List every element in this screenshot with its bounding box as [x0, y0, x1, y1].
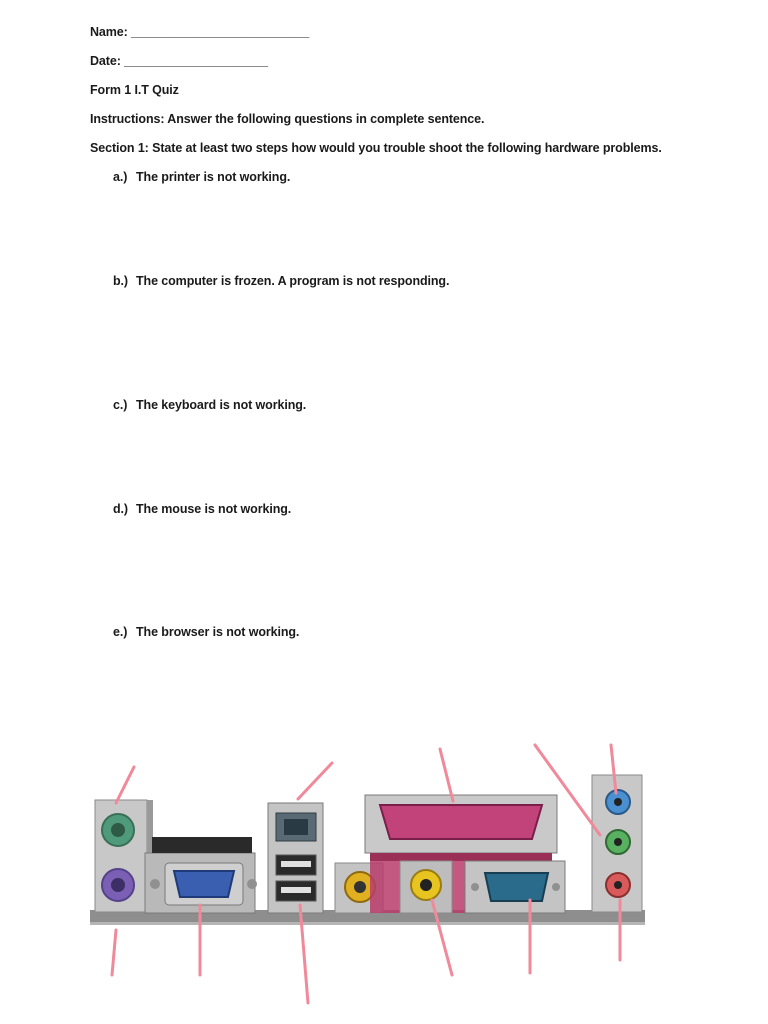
section-heading: Section 1: State at least two steps how would you trouble shoot the following hardware problems.	[90, 141, 662, 155]
question-c	[113, 398, 306, 412]
question-d	[113, 502, 291, 516]
date-line	[90, 54, 268, 68]
question-a	[113, 170, 290, 184]
question-text: The browser is not working.	[136, 625, 300, 639]
question-text: The mouse is not working.	[136, 502, 292, 516]
vga-port	[145, 837, 257, 913]
question-text: The computer is frozen. A program is not responding.	[136, 274, 450, 288]
name-line	[90, 25, 309, 39]
question-text: The printer is not working.	[136, 170, 291, 184]
serial-port	[465, 861, 565, 913]
date-blank[interactable]: _____________________	[124, 54, 269, 68]
audio-ports	[592, 775, 642, 912]
question-letter: a.)	[113, 170, 128, 184]
name-label: Name:	[90, 25, 128, 39]
name-blank[interactable]: __________________________	[131, 25, 310, 39]
ps2-ports	[95, 800, 153, 912]
quiz-title: Form 1 I.T Quiz	[90, 83, 179, 97]
io-panel-diagram	[70, 735, 660, 1020]
panel-shelf-shadow	[90, 922, 645, 925]
pointer-line	[298, 763, 332, 799]
question-letter: b.)	[113, 274, 128, 288]
question-b	[113, 274, 449, 288]
date-label: Date:	[90, 54, 121, 68]
question-letter: d.)	[113, 502, 128, 516]
pointer-line	[112, 930, 116, 975]
composite-port	[400, 861, 452, 913]
question-letter: c.)	[113, 398, 128, 412]
pointer-line	[440, 749, 453, 801]
lan-usb-stack	[268, 803, 323, 913]
question-text: The keyboard is not working.	[136, 398, 307, 412]
pointer-line	[116, 767, 134, 803]
instructions: Instructions: Answer the following questions in complete sentence.	[90, 112, 485, 126]
question-letter: e.)	[113, 625, 128, 639]
question-e	[113, 625, 299, 639]
